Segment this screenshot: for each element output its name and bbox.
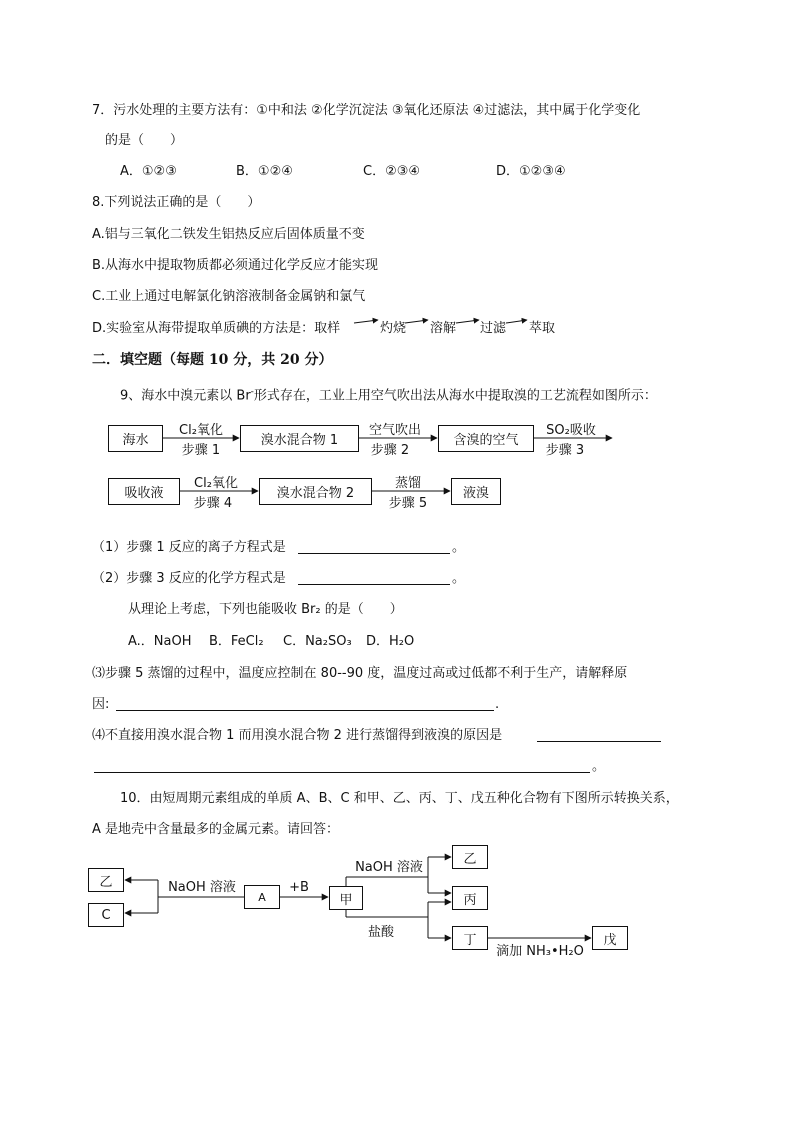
q9-part2-option-c: C．Na₂SO₃ [283, 634, 352, 649]
q7-option-d: D．①②③④ [496, 164, 566, 179]
q10-label-naoh-right: NaOH 溶液 [355, 860, 423, 875]
q8-d-step-4: 萃取 [529, 321, 556, 336]
flow-arrow5-top: 蒸馏 [394, 476, 421, 491]
q9-part4: ⑷不直接用溴水混合物 1 而用溴水混合物 2 进行蒸馏得到液溴的原因是 [92, 728, 503, 743]
q7-line1: 7．污水处理的主要方法有：①中和法 ②化学沉淀法 ③氧化还原法 ④过滤法，其中属于化学变化 [92, 103, 641, 118]
q8-stem: 8.下列说法正确的是（ ） [92, 195, 261, 210]
q9-part2-option-d: D．H₂O [366, 634, 415, 649]
flow-arrow4-bottom: 步骤 4 [193, 496, 233, 511]
q9-part4-end: 。 [592, 759, 606, 774]
q7-option-a: A．①②③ [120, 164, 177, 179]
flow-arrow1-top: Cl₂氧化 [179, 423, 223, 438]
flow-box-absorbent: 吸收液 [108, 478, 180, 505]
flow-arrow2-top: 空气吹出 [368, 423, 421, 438]
q9-part2-sub: 从理论上考虑，下列也能吸收 Br₂ 的是（ ） [128, 602, 403, 617]
q8-option-d: D.实验室从海带提取单质碘的方法是：取样 [92, 321, 341, 336]
flow-arrow3-top: SO₂吸收 [546, 423, 596, 438]
q9-part2-option-a: A.．NaOH [128, 634, 192, 649]
flow-box-liquid-bromine: 液溴 [451, 478, 501, 505]
q10-label-naoh-left: NaOH 溶液 [168, 880, 236, 895]
flow-arrow4-top: Cl₂氧化 [194, 476, 238, 491]
q8-d-step-2: 溶解 [430, 321, 457, 336]
q9-part1-end: 。 [452, 540, 466, 555]
q10-label-b: +B [289, 880, 309, 895]
q7-line2: 的是（ ） [105, 133, 184, 148]
q10-box-yi-right: 乙 [452, 845, 488, 869]
flow-box-bromine-mix-1: 溴水混合物 1 [240, 425, 359, 452]
q8-option-c: C.工业上通过电解氯化钠溶液制备金属钠和氯气 [92, 289, 366, 304]
q8-d-step-3: 过滤 [480, 321, 507, 336]
q10-line1: 10．由短周期元素组成的单质 A、B、C 和甲、乙、丙、丁、戊五种化合物有下图所示转换关系， [120, 791, 679, 806]
q10-box-c: C [88, 903, 124, 927]
q10-line2: A 是地壳中含量最多的金属元素。请回答： [92, 822, 340, 837]
q7-option-c: C．②③④ [363, 164, 421, 179]
q9-part3-end: . [495, 697, 500, 712]
q10-label-nh3: 滴加 NH₃•H₂O [496, 944, 584, 959]
q10-box-bing: 丙 [452, 886, 488, 910]
q9-stem-b: 形式存在，工业上用空气吹出法从海水中提取溴的工艺流程如图所示： [253, 388, 657, 404]
flow-box-bromine-air: 含溴的空气 [438, 425, 534, 452]
q8-option-a: A.铝与三氧化二铁发生铝热反应后固体质量不变 [92, 227, 365, 242]
q9-part3-line2: 因: [92, 697, 110, 712]
q9-part2: （2）步骤 3 反应的化学方程式是 [92, 571, 286, 586]
flow-arrow1-bottom: 步骤 1 [181, 443, 221, 458]
flow-arrow5-bottom: 步骤 5 [388, 496, 428, 511]
q10-box-wu: 戊 [592, 926, 628, 950]
section2-title: 二．填空题 [92, 352, 162, 368]
q9-stem-sup: - [250, 387, 254, 397]
q10-box-a: A [244, 885, 280, 909]
q10-box-yi-left: 乙 [88, 868, 124, 892]
q9-part3-line1: ⑶步骤 5 蒸馏的过程中，温度应控制在 80--90 度，温度过高或过低都不利于生产，请解释原 [92, 666, 628, 681]
q9-part1: （1）步骤 1 反应的离子方程式是 [92, 540, 286, 555]
q10-box-jia: 甲 [329, 886, 363, 910]
q9-stem-a: 9、海水中溴元素以 Br [120, 388, 251, 404]
flow-box-seawater: 海水 [108, 425, 163, 452]
q8-d-step-1: 灼烧 [380, 321, 407, 336]
q9-part2-end: 。 [452, 571, 466, 586]
section2-note: （每题 10 分，共 20 分） [162, 352, 333, 368]
flow-box-bromine-mix-2: 溴水混合物 2 [259, 478, 372, 505]
q7-option-b: B．①②④ [236, 164, 293, 179]
q10-box-ding: 丁 [452, 926, 488, 950]
flow-arrow2-bottom: 步骤 2 [370, 443, 410, 458]
q8-option-b: B.从海水中提取物质都必须通过化学反应才能实现 [92, 258, 379, 273]
q9-part2-option-b: B．FeCl₂ [209, 634, 264, 649]
flow-arrow3-bottom: 步骤 3 [545, 443, 585, 458]
q10-label-hcl: 盐酸 [367, 925, 394, 940]
